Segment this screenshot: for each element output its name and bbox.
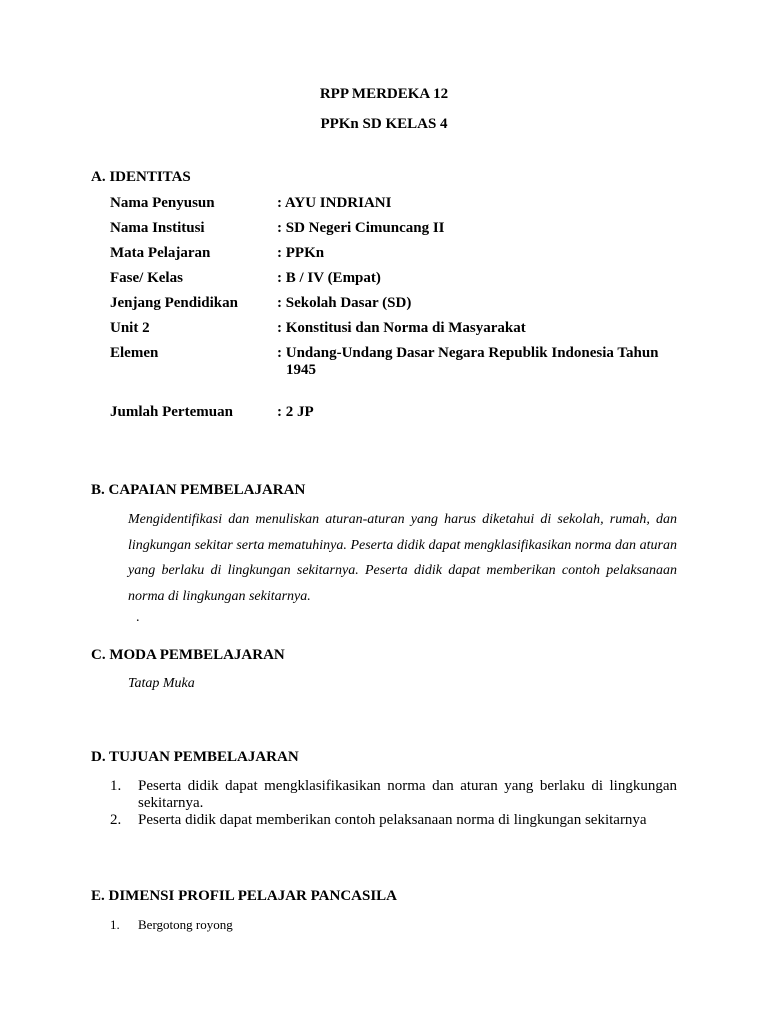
identity-value-unit: : Konstitusi dan Norma di Masyarakat <box>277 320 526 336</box>
section-a-heading: A. IDENTITAS <box>91 169 191 185</box>
capaian-dot: . <box>136 610 140 625</box>
identity-label-jenjang-pendidikan: Jenjang Pendidikan <box>110 295 238 311</box>
identity-label-jumlah-pertemuan: Jumlah Pertemuan <box>110 404 233 420</box>
identity-label-mata-pelajaran: Mata Pelajaran <box>110 245 211 261</box>
goal-item <box>110 778 677 812</box>
identity-value-jumlah-pertemuan: : 2 JP <box>277 404 314 420</box>
moda-text: Tatap Muka <box>128 676 195 691</box>
dimension-number: 1. <box>110 917 120 932</box>
capaian-paragraph: Mengidentifikasi dan menuliskan aturan-aturan yang harus diketahui di sekolah, rumah, dan lingkungan sekitar serta mematuhinya. Peserta didik dapat mengklasifikasikan norma dan aturan yang berlaku di lingkungan sekitarnya. Peserta didik dapat memberikan contoh pelaksanaan norma di lingkungan sekitarnya. <box>128 512 677 604</box>
identity-label-nama-penyusun: Nama Penyusun <box>110 195 215 211</box>
identity-value-nama-institusi: : SD Negeri Cimuncang II <box>277 220 445 236</box>
identity-value-fase-kelas: : B / IV (Empat) <box>277 270 381 286</box>
goal-number: 1. <box>110 778 122 794</box>
goal-list <box>110 778 677 829</box>
identity-value-jenjang-pendidikan: : Sekolah Dasar (SD) <box>277 295 412 311</box>
identity-label-nama-institusi: Nama Institusi <box>110 220 205 236</box>
goal-text: Peserta didik dapat mengklasifikasikan norma dan aturan yang berlaku di lingkungan sekitarnya. <box>138 778 677 811</box>
identity-value-nama-penyusun: : AYU INDRIANI <box>277 195 392 211</box>
goal-text: Peserta didik dapat memberikan contoh pelaksanaan norma di lingkungan sekitarnya <box>138 812 647 828</box>
identity-label-unit: Unit 2 <box>110 320 150 336</box>
document-title: RPP MERDEKA 12 <box>319 86 449 102</box>
section-b-heading: B. CAPAIAN PEMBELAJARAN <box>91 482 306 498</box>
goal-item <box>110 812 677 829</box>
section-e-heading: E. DIMENSI PROFIL PELAJAR PANCASILA <box>91 888 398 904</box>
goal-number: 2. <box>110 812 122 828</box>
identity-value-mata-pelajaran: : PPKn <box>277 245 325 261</box>
identity-label-fase-kelas: Fase/ Kelas <box>110 270 183 286</box>
dimension-text: Bergotong royong <box>138 917 233 932</box>
document-subtitle: PPKn SD KELAS 4 <box>320 116 448 132</box>
identity-value-elemen: : Undang-Undang Dasar Negara Republik Indonesia Tahun 1945 <box>277 345 659 378</box>
identity-label-elemen: Elemen <box>110 345 159 361</box>
section-d-heading: D. TUJUAN PEMBELAJARAN <box>91 749 299 765</box>
section-c-heading: C. MODA PEMBELAJARAN <box>91 647 285 663</box>
